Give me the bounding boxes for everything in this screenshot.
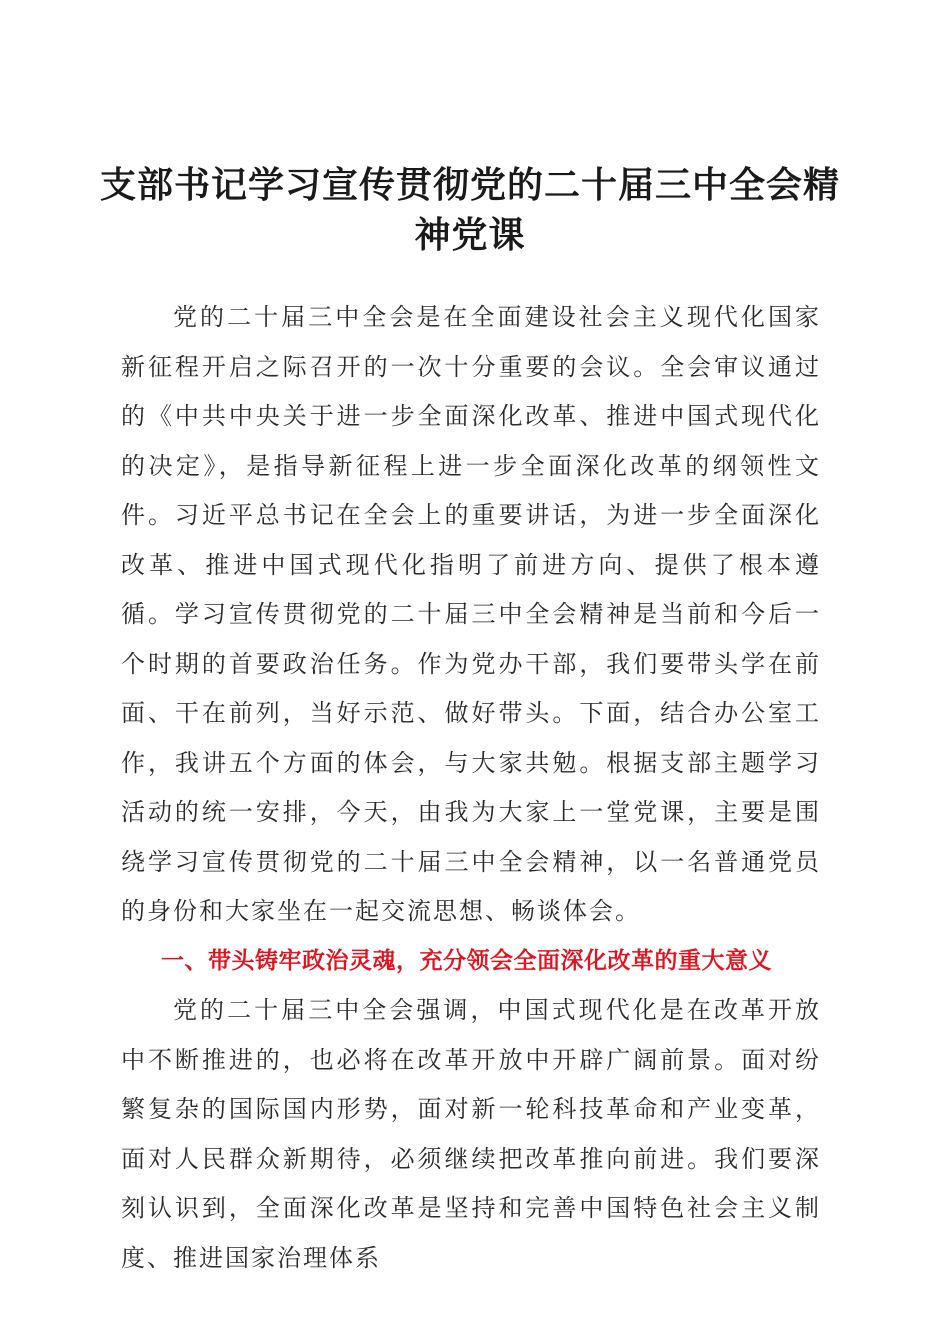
document-title: 支部书记学习宣传贯彻党的二十届三中全会精神党课 bbox=[100, 164, 841, 256]
section-heading: 一、带头铸牢政治灵魂，充分领会全面深化改革的重大意义 bbox=[161, 947, 772, 974]
document-body bbox=[121, 293, 821, 1283]
section-paragraph: 党的二十届三中全会强调，中国式现代化是在改革开放中不断推进的，也必将在改革开放中开辟广阔前景。面对纷繁复杂的国际国内形势，面对新一轮科技革命和产业变革，面对人民群众新期待，必须继续把改革推向前进。我们要深刻认识到，全面深化改革是坚持和完善中国特色社会主义制度、推进国家治理体系 bbox=[121, 996, 821, 1272]
intro-paragraph: 党的二十届三中全会是在全面建设社会主义现代化国家新征程开启之际召开的一次十分重要的会议。全会审议通过的《中共中央关于进一步全面深化改革、推进中国式现代化的决定》，是指导新征程上进一步全面深化改革的纲领性文件。习近平总书记在全会上的重要讲话，为进一步全面深化改革、推进中国式现代化指明了前进方向、提供了根本遵循。学习宣传贯彻党的二十届三中全会精神是当前和今后一个时期的首要政治任务。作为党办干部，我们要带头学在前面、干在前列，当好示范、做好带头。下面，结合办公室工作，我讲五个方面的体会，与大家共勉。根据支部主题学习活动的统一安排，今天，由我为大家上一堂党课，主要是围绕学习宣传贯彻党的二十届三中全会精神，以一名普通党员的身份和大家坐在一起交流思想、畅谈体会。 bbox=[121, 303, 821, 925]
